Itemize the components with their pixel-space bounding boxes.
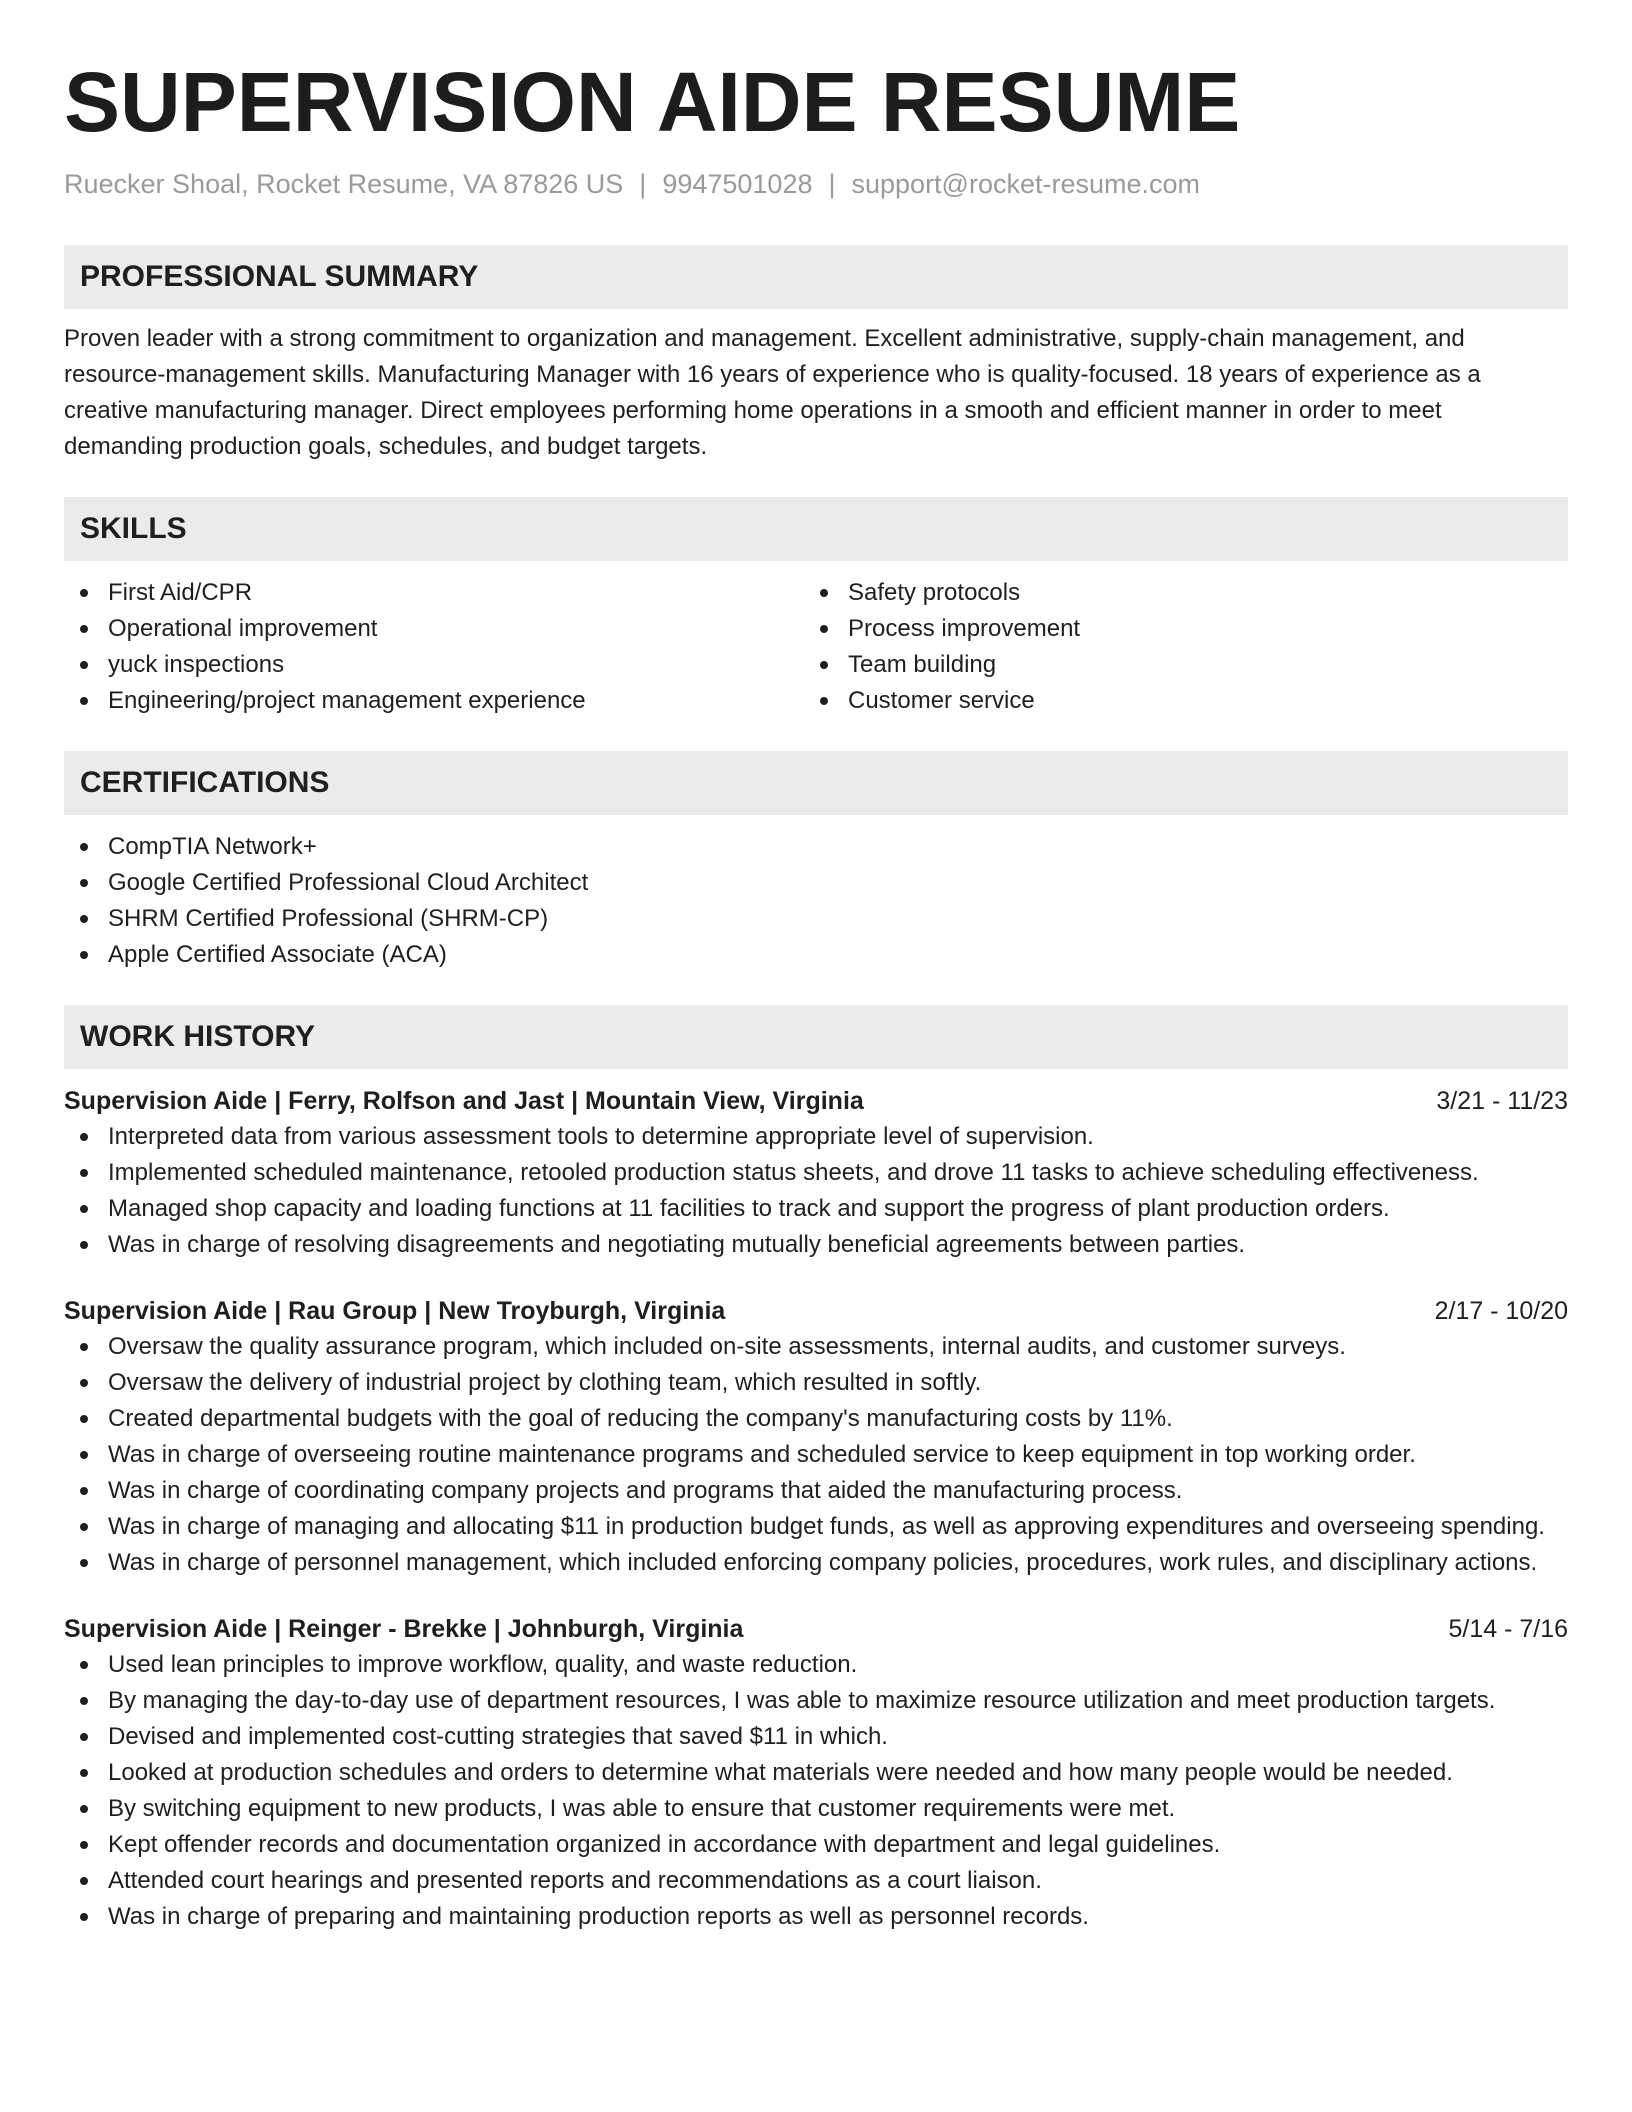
skill-item <box>804 683 1544 719</box>
job-entry <box>64 1293 1568 1581</box>
job-header <box>64 1083 1568 1119</box>
skills-list-left <box>64 575 804 719</box>
skill-label: Customer service <box>848 687 1035 714</box>
bullet-icon <box>80 625 88 633</box>
job-bullet <box>64 1401 1568 1437</box>
skill-label: Safety protocols <box>848 579 1021 606</box>
bullet-icon <box>820 625 828 633</box>
job-bullet <box>64 1863 1568 1899</box>
contact-line <box>64 166 1568 202</box>
skill-label: Team building <box>848 651 997 678</box>
bullet-icon <box>80 661 88 669</box>
skill-label: yuck inspections <box>108 651 285 678</box>
summary-line: demanding production goals, schedules, and budget targets. <box>64 433 708 460</box>
bullet-icon <box>80 951 88 959</box>
bullet-icon <box>820 589 828 597</box>
job-bullet <box>64 1191 1568 1227</box>
job-bullet <box>64 1683 1568 1719</box>
skill-item <box>64 647 804 683</box>
job-bullet <box>64 1365 1568 1401</box>
bullet-icon <box>80 1169 88 1177</box>
bullet-icon <box>80 1913 88 1921</box>
bullet-icon <box>820 697 828 705</box>
bullet-icon <box>80 1559 88 1567</box>
job-entry <box>64 1611 1568 1935</box>
certification-label: SHRM Certified Professional (SHRM-CP) <box>108 905 549 932</box>
bullet-icon <box>80 1451 88 1459</box>
job-bullet-text: Oversaw the quality assurance program, which included on-site assessments, internal audits, and customer surveys. <box>108 1333 1346 1360</box>
section-header-work-history: WORK HISTORY <box>64 1005 1568 1069</box>
section-header-certifications: CERTIFICATIONS <box>64 751 1568 815</box>
contact-address: Ruecker Shoal, Rocket Resume, VA 87826 US <box>64 169 624 199</box>
bullet-icon <box>80 915 88 923</box>
bullet-icon <box>80 1697 88 1705</box>
bullet-icon <box>80 1769 88 1777</box>
job-dates: 2/17 - 10/20 <box>1434 1297 1568 1325</box>
skill-item <box>64 575 804 611</box>
job-bullet <box>64 1827 1568 1863</box>
job-bullet-text: Was in charge of managing and allocating $11 in production budget funds, as well as approving expenditures and overseeing spending. <box>108 1513 1545 1540</box>
certification-label: CompTIA Network+ <box>108 833 317 860</box>
job-bullet-text: Created departmental budgets with the goal of reducing the company's manufacturing costs by 11%. <box>108 1405 1173 1432</box>
job-bullet-text: Was in charge of preparing and maintaining production reports as well as personnel records. <box>108 1903 1089 1930</box>
bullet-icon <box>80 1205 88 1213</box>
job-bullet-text: Was in charge of coordinating company projects and programs that aided the manufacturing process. <box>108 1477 1183 1504</box>
job-bullet <box>64 1509 1568 1545</box>
section-header-summary: PROFESSIONAL SUMMARY <box>64 245 1568 309</box>
job-bullet-text: Implemented scheduled maintenance, retooled production status sheets, and drove 11 tasks to achieve scheduling effectiveness. <box>108 1159 1479 1186</box>
job-bullets <box>64 1119 1568 1263</box>
skill-label: Process improvement <box>848 615 1081 642</box>
job-bullet-text: Used lean principles to improve workflow, quality, and waste reduction. <box>108 1651 858 1678</box>
certification-item <box>64 937 1568 973</box>
bullet-icon <box>80 1661 88 1669</box>
job-dates: 3/21 - 11/23 <box>1436 1087 1568 1115</box>
skill-label: Engineering/project management experience <box>108 687 586 714</box>
section-header-skills: SKILLS <box>64 497 1568 561</box>
bullet-icon <box>80 589 88 597</box>
job-bullet-text: Managed shop capacity and loading functions at 11 facilities to track and support the progress of plant production orders. <box>108 1195 1390 1222</box>
skill-item <box>64 611 804 647</box>
skills-grid <box>64 575 1568 719</box>
job-bullet <box>64 1155 1568 1191</box>
job-bullet <box>64 1473 1568 1509</box>
job-bullet <box>64 1545 1568 1581</box>
certification-label: Google Certified Professional Cloud Architect <box>108 869 589 896</box>
contact-email: support@rocket-resume.com <box>851 169 1201 199</box>
bullet-icon <box>80 1877 88 1885</box>
job-bullet <box>64 1719 1568 1755</box>
job-title: Supervision Aide | Reinger - Brekke | Johnburgh, Virginia <box>64 1615 744 1643</box>
job-bullets <box>64 1647 1568 1935</box>
job-bullet-text: Was in charge of resolving disagreements and negotiating mutually beneficial agreements between parties. <box>108 1231 1246 1258</box>
job-bullet-text: By managing the day-to-day use of department resources, I was able to maximize resource utilization and meet production targets. <box>108 1687 1496 1714</box>
job-bullet-text: Kept offender records and documentation organized in accordance with department and legal guidelines. <box>108 1831 1221 1858</box>
contact-separator: | <box>639 169 647 199</box>
certifications-list <box>64 829 1568 973</box>
skill-item <box>804 575 1544 611</box>
job-bullets <box>64 1329 1568 1581</box>
job-bullet <box>64 1119 1568 1155</box>
job-bullet-text: Was in charge of personnel management, which included enforcing company policies, procedures, work rules, and disciplinary actions. <box>108 1549 1538 1576</box>
job-bullet <box>64 1227 1568 1263</box>
job-bullet <box>64 1437 1568 1473</box>
job-bullet <box>64 1791 1568 1827</box>
certification-item <box>64 865 1568 901</box>
contact-phone: 9947501028 <box>662 169 813 199</box>
job-dates: 5/14 - 7/16 <box>1448 1615 1568 1643</box>
bullet-icon <box>80 1841 88 1849</box>
bullet-icon <box>80 1415 88 1423</box>
skills-list-right <box>804 575 1544 719</box>
bullet-icon <box>80 1241 88 1249</box>
job-bullet <box>64 1329 1568 1365</box>
job-title: Supervision Aide | Ferry, Rolfson and Jast | Mountain View, Virginia <box>64 1087 864 1115</box>
bullet-icon <box>80 879 88 887</box>
summary-line: creative manufacturing manager. Direct employees performing home operations in a smooth and efficient manner in order to meet <box>64 397 1442 424</box>
resume-title: SUPERVISION AIDE RESUME <box>64 55 1241 149</box>
job-bullet-text: By switching equipment to new products, I was able to ensure that customer requirements were met. <box>108 1795 1176 1822</box>
bullet-icon <box>80 1523 88 1531</box>
summary-line: resource-management skills. Manufacturing Manager with 16 years of experience who is quality-focused. 18 years of experience as a <box>64 361 1481 388</box>
job-bullet-text: Attended court hearings and presented reports and recommendations as a court liaison. <box>108 1867 1042 1894</box>
job-title: Supervision Aide | Rau Group | New Troyburgh, Virginia <box>64 1297 726 1325</box>
job-bullet-text: Was in charge of overseeing routine maintenance programs and scheduled service to keep equipment in top working order. <box>108 1441 1416 1468</box>
skill-item <box>64 683 804 719</box>
job-header <box>64 1611 1568 1647</box>
skill-item <box>804 611 1544 647</box>
bullet-icon <box>80 1379 88 1387</box>
skill-label: Operational improvement <box>108 615 378 642</box>
skill-item <box>804 647 1544 683</box>
job-bullet-text: Oversaw the delivery of industrial project by clothing team, which resulted in softly. <box>108 1369 982 1396</box>
job-bullet-text: Looked at production schedules and orders to determine what materials were needed and how many people would be needed. <box>108 1759 1453 1786</box>
job-header <box>64 1293 1568 1329</box>
bullet-icon <box>80 843 88 851</box>
job-bullet <box>64 1899 1568 1935</box>
bullet-icon <box>820 661 828 669</box>
bullet-icon <box>80 1733 88 1741</box>
skill-label: First Aid/CPR <box>108 579 253 606</box>
job-bullet <box>64 1755 1568 1791</box>
bullet-icon <box>80 1343 88 1351</box>
job-bullet-text: Devised and implemented cost-cutting strategies that saved $11 in which. <box>108 1723 888 1750</box>
certification-item <box>64 901 1568 937</box>
job-bullet <box>64 1647 1568 1683</box>
bullet-icon <box>80 1805 88 1813</box>
bullet-icon <box>80 1487 88 1495</box>
bullet-icon <box>80 1133 88 1141</box>
bullet-icon <box>80 697 88 705</box>
contact-separator: | <box>828 169 836 199</box>
summary-paragraph <box>64 321 1568 465</box>
certification-item <box>64 829 1568 865</box>
job-entry <box>64 1083 1568 1263</box>
job-bullet-text: Interpreted data from various assessment tools to determine appropriate level of supervision. <box>108 1123 1094 1150</box>
summary-line: Proven leader with a strong commitment to organization and management. Excellent administrative, supply-chain management, and <box>64 325 1465 352</box>
certification-label: Apple Certified Associate (ACA) <box>108 941 447 968</box>
